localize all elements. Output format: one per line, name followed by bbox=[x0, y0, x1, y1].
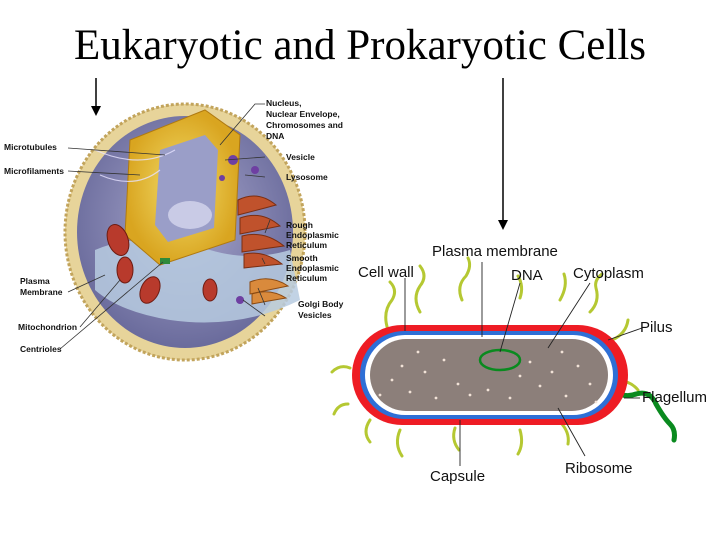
label-cytoplasm: Cytoplasm bbox=[573, 265, 644, 282]
label-mitochondrion: Mitochondrion bbox=[18, 322, 78, 332]
label-rough-er-3: Reticulum bbox=[286, 240, 328, 250]
label-pilus: Pilus bbox=[640, 319, 673, 336]
label-dna-euk: DNA bbox=[266, 131, 285, 141]
label-smooth-er-3: Reticulum bbox=[286, 273, 328, 283]
label-rough-er-2: Endoplasmic bbox=[286, 230, 339, 240]
eukaryote-pointer-arrow bbox=[91, 78, 101, 116]
label-microtubules: Microtubules bbox=[4, 142, 57, 152]
label-plasma-membrane-1: Plasma bbox=[20, 276, 50, 286]
label-vesicle: Vesicle bbox=[286, 152, 315, 162]
slide-title: Eukaryotic and Prokaryotic Cells bbox=[74, 22, 646, 69]
label-plasma-membrane-2: Membrane bbox=[20, 287, 63, 297]
label-nuclear-envelope: Nuclear Envelope, bbox=[266, 109, 340, 119]
label-dna: DNA bbox=[511, 267, 543, 284]
label-lysosome: Lysosome bbox=[286, 172, 328, 182]
label-golgi-body: Golgi Body bbox=[298, 299, 344, 309]
prokaryotic-cell-illustration bbox=[332, 258, 675, 456]
label-smooth-er-2: Endoplasmic bbox=[286, 263, 339, 273]
label-smooth-er-1: Smooth bbox=[286, 253, 318, 263]
label-chromosomes: Chromosomes and bbox=[266, 120, 343, 130]
eukaryotic-cell-illustration bbox=[65, 104, 305, 360]
label-vesicles: Vesicles bbox=[298, 310, 332, 320]
prokaryote-pointer-arrow bbox=[498, 78, 508, 230]
label-ribosome: Ribosome bbox=[565, 460, 633, 477]
cytoplasm-layer bbox=[370, 339, 608, 411]
label-plasma-membrane: Plasma membrane bbox=[432, 243, 558, 260]
label-cell-wall: Cell wall bbox=[358, 264, 414, 281]
label-rough-er-1: Rough bbox=[286, 220, 313, 230]
label-flagellum: Flagellum bbox=[642, 389, 708, 406]
label-nucleus: Nucleus, bbox=[266, 98, 302, 108]
label-capsule: Capsule bbox=[430, 468, 486, 485]
label-microfilaments: Microfilaments bbox=[4, 166, 64, 176]
label-centrioles: Centrioles bbox=[20, 344, 62, 354]
